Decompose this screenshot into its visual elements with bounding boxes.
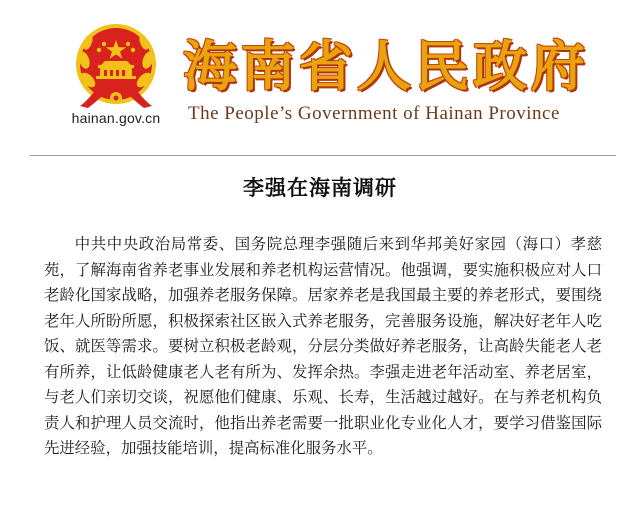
header-divider <box>30 155 616 156</box>
site-header <box>0 0 640 150</box>
government-title-chinese: 海南省人民政府 <box>183 34 589 98</box>
article-body: 中共中央政治局常委、国务院总理李强随后来到华邦美好家园（海口）孝慈苑，了解海南省养老事业发展和养老机构运营情况。他强调，要实施积极应对人口老龄化国家战略，加强养老服务保障。居家养老是我国最主要的养老形式，要围绕老年人所盼所愿，积极探索社区嵌入式养老服务，完善服务设施，解决好老年人吃饭、就医等需求。要树立积极老龄观，分层分类做好养老服务，让高龄失能老人老有所养，让低龄健康老人老有所为、发挥余热。李强走进老年活动室、养老居室，与老人们亲切交谈，祝愿他们健康、乐观、长寿，生活越过越好。在与养老机构负责人和护理人员交流时，他指出养老需要一批职业化专业化人才，要学习借鉴国际先进经验，加强技能培训，提高标准化服务水平。 <box>44 235 602 457</box>
site-url[interactable]: hainan.gov.cn <box>71 110 161 126</box>
national-emblem-icon <box>68 20 164 112</box>
government-title-english: The People’s Government of Hainan Province <box>188 103 560 124</box>
article-title: 李强在海南调研 <box>243 176 397 200</box>
